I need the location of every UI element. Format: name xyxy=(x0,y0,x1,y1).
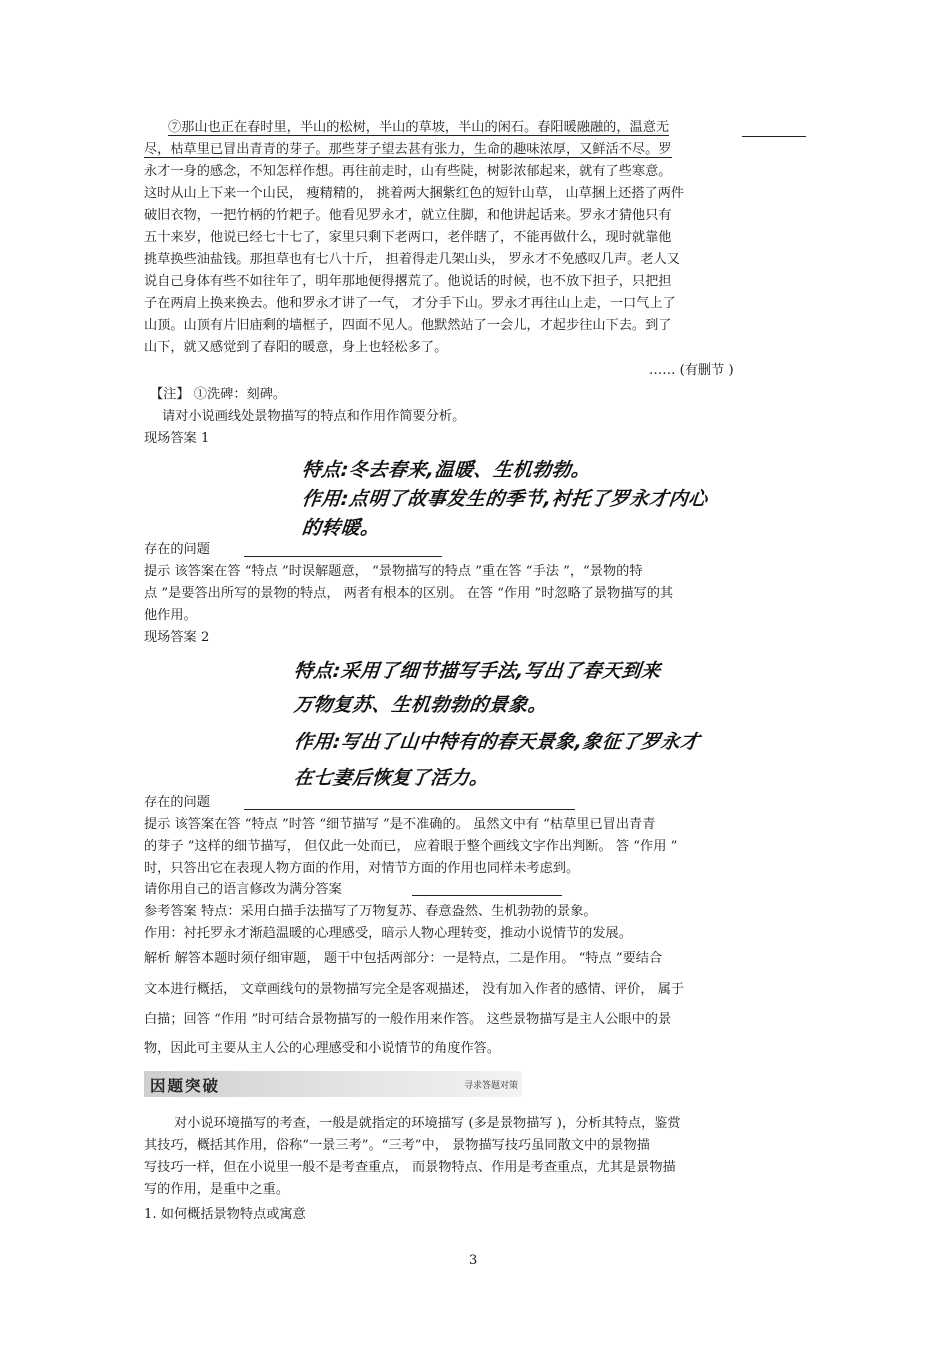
underline-extension xyxy=(742,136,806,137)
analysis-line-3: 白描；回答 “作用 ”时可结合景物描写的一般作用来作答。 这些景物描写是主人公眼中的景 xyxy=(144,1012,672,1027)
page-number: 3 xyxy=(469,1253,478,1268)
answer2-hint-line-1: 提示 该答案在答 “特点 ”时答 “细节描写 ”是不准确的。 虽然文中有 “枯草里已冒出青青 xyxy=(144,817,656,832)
passage-line-1: ⑦那山也正在春时里，半山的松树，半山的草坡，半山的闲石。春阳暖融融的，温意无 xyxy=(168,120,670,135)
answer2-handwriting-line-2: 万物复苏、生机勃勃的景象。 xyxy=(292,694,549,716)
intro-line-3: 写技巧一样，但在小说里一般不是考查重点， 而景物特点、作用是考查重点，尤其是景物描 xyxy=(144,1160,676,1175)
answer1-handwriting-line-3: 的转暖。 xyxy=(300,517,382,539)
passage-line-2: 尽，枯草里已冒出青青的芽子。那些芽子望去甚有张力，生命的趣味浓厚，又鲜活不尽。罗 xyxy=(144,142,672,157)
intro-line-4: 写的作用，是重中之重。 xyxy=(144,1182,290,1197)
answer2-hint-line-2: 的芽子 ”这样的细节描写， 但仅此一处而已， 应着眼于整个画线文字作出判断。 答 “作用 ” xyxy=(144,839,678,854)
answer1-handwriting-line-1: 特点:冬去春来,温暖、生机勃勃。 xyxy=(300,459,592,481)
section-subtitle: 寻求答题对策 xyxy=(463,1081,518,1091)
analysis-line-4: 物，因此可主要从主人公的心理感受和小说情节的角度作答。 xyxy=(144,1041,501,1056)
revise-prompt: 请你用自己的语言修改为满分答案 xyxy=(144,882,342,897)
answer1-label: 现场答案 1 xyxy=(144,431,210,446)
passage-line-6: 五十来岁，他说已经七十七了，家里只剩下老两口，老伴瞎了，不能再做什么，现时就靠他 xyxy=(144,230,672,245)
answer1-hint-line-1: 提示 该答案在答 “特点 ”时误解题意， “景物描写的特点 ”重在答 “手法 ”，“景物的特 xyxy=(144,564,643,579)
answer1-hint-line-3: 他作用。 xyxy=(144,608,197,623)
question: 请对小说画线处景物描写的特点和作用作简要分析。 xyxy=(162,409,466,424)
passage-line-3: 永才一身的感念，不知怎样作想。再往前走时，山有些陡，树影浓郁起来，就有了些寒意。 xyxy=(144,164,672,179)
passage-line-11: 山下，就又感觉到了春阳的暖意，身上也轻松多了。 xyxy=(144,340,448,355)
intro-line-2: 其技巧，概括其作用，俗称“一景三考”。“三考”中， 景物描写技巧虽同散文中的景物描 xyxy=(144,1138,650,1153)
abridged-note: …… (有删节 ) xyxy=(649,363,734,378)
passage-line-7: 挑草换些油盐钱。那担草也有七八十斤， 担着得走几架山头， 罗永才不免感叹几声。老人又 xyxy=(144,252,680,267)
analysis-line-2: 文本进行概括， 文章画线句的景物描写完全是客观描述， 没有加入作者的感情、评价， 属于 xyxy=(144,982,685,997)
passage-line-5: 破旧衣物，一把竹柄的竹耙子。他看见罗永才，就立住脚，和他讲起话来。罗永才猜他只有 xyxy=(144,208,672,223)
footnote: 【注】 ①洗碑：刻碑。 xyxy=(150,387,287,402)
answer2-hint-line-3: 时，只答出它在表现人物方面的作用，对情节方面的作用也同样未考虑到。 xyxy=(144,861,580,876)
item-heading-1: 1. 如何概括景物特点或寓意 xyxy=(144,1207,306,1222)
answer2-handwriting-line-3: 作用:写出了山中特有的春天景象,象征了罗永才 xyxy=(292,731,701,753)
analysis-line-1: 解析 解答本题时须仔细审题， 题干中包括两部分：一是特点，二是作用。 “特点 ”要结合 xyxy=(144,951,663,966)
answer1-handwriting-line-2: 作用:点明了故事发生的季节,衬托了罗永才内心 xyxy=(300,488,709,510)
reference-line-1: 参考答案 特点：采用白描手法描写了万物复苏、春意盎然、生机勃勃的景象。 xyxy=(144,904,597,919)
passage-line-10: 山顶。山顶有片旧庙剩的墙框子，四面不见人。他默然站了一会儿，才起步往山下去。到了 xyxy=(144,318,672,333)
revise-blank xyxy=(412,895,562,896)
section-title: 因题突破 xyxy=(150,1077,221,1095)
answer2-problem-blank xyxy=(244,809,575,810)
answer2-handwriting-line-1: 特点:采用了细节描写手法,写出了春天到来 xyxy=(292,660,662,682)
passage-line-8: 说自己身体有些不如往年了，明年那地便得撂荒了。他说话的时候，也不放下担子，只把担 xyxy=(144,274,672,289)
section-banner xyxy=(144,1071,522,1097)
answer1-problem-label: 存在的问题 xyxy=(144,542,210,557)
answer1-problem-blank xyxy=(244,556,442,557)
reference-line-2: 作用：衬托罗永才渐趋温暖的心理感受，暗示人物心理转变，推动小说情节的发展。 xyxy=(144,926,632,941)
passage-line-4: 这时从山上下来一个山民， 瘦精精的， 挑着两大捆紫红色的短针山草， 山草捆上还搭了两件 xyxy=(144,186,685,201)
answer2-handwriting-line-4: 在七妻后恢复了活力。 xyxy=(292,767,491,789)
answer2-label: 现场答案 2 xyxy=(144,630,210,645)
intro-line-1: 对小说环境描写的考查，一般是就指定的环境描写 (多是景物描写 )，分析其特点，鉴赏 xyxy=(174,1116,681,1131)
answer2-problem-label: 存在的问题 xyxy=(144,795,210,810)
answer1-hint-line-2: 点 ”是要答出所写的景物的特点， 两者有根本的区别。 在答 “作用 ”时忽略了景物描写的其 xyxy=(144,586,674,601)
passage-line-9: 子在两肩上换来换去。他和罗永才讲了一气， 才分手下山。罗永才再往山上走，一口气上了 xyxy=(144,296,676,311)
